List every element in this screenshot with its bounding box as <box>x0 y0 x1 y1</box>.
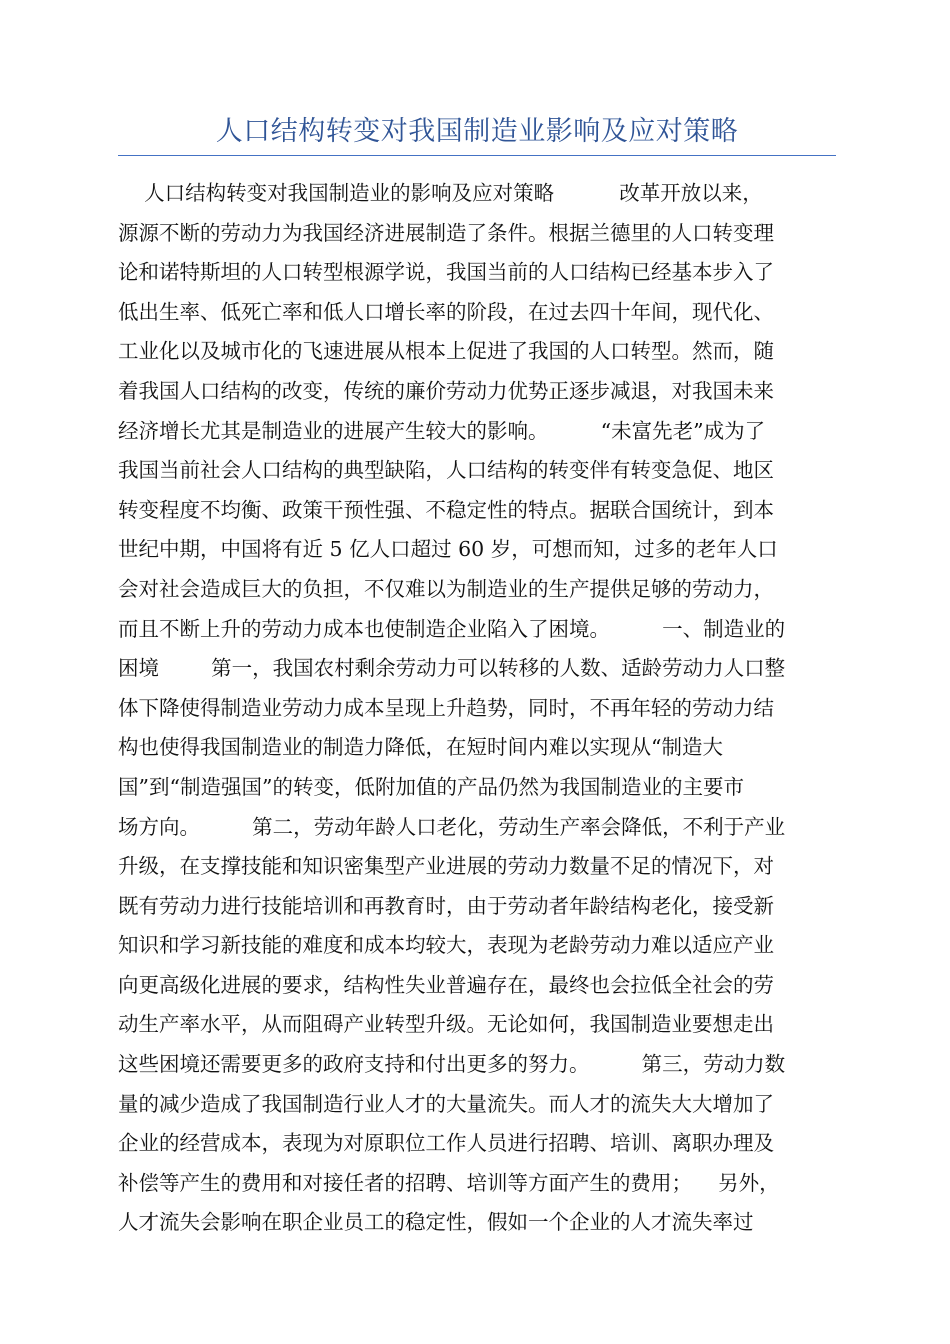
body-line: 低出生率、低死亡率和低人口增长率的阶段，在过去四十年间，现代化、 <box>118 299 774 324</box>
body-line: 量的减少造成了我国制造行业人才的大量流失。而人才的流失大大增加了 <box>118 1091 774 1116</box>
body-line: 升级，在支撑技能和知识密集型产业进展的劳动力数量不足的情况下，对 <box>118 854 774 879</box>
body-line: 着我国人口结构的改变，传统的廉价劳动力优势正逐步减退，对我国未来 <box>118 378 774 403</box>
body-line: 知识和学习新技能的难度和成本均较大，表现为老龄劳动力难以适应产业 <box>118 933 774 958</box>
body-line: 体下降使得制造业劳动力成本呈现上升趋势，同时，不再年轻的劳动力结 <box>118 695 774 720</box>
body-line: 这些困境还需要更多的政府支持和付出更多的努力。 第三，劳动力数 <box>118 1052 786 1077</box>
body-line: 既有劳动力进行技能培训和再教育时，由于劳动者年龄结构老化，接受新 <box>118 893 774 918</box>
document-title: 人口结构转变对我国制造业影响及应对策略 <box>215 116 739 147</box>
body-line: 而且不断上升的劳动力成本也使制造企业陷入了困境。 一、制造业的 <box>118 616 786 641</box>
title-underline <box>118 155 836 156</box>
body-line: 企业的经营成本，表现为对原职位工作人员进行招聘、培训、离职办理及 <box>118 1131 774 1156</box>
body-line: 场方向。 第二，劳动年龄人口老化，劳动生产率会降低，不利于产业 <box>118 814 786 839</box>
body-line: 工业化以及城市化的飞速进展从根本上促进了我国的人口转型。然而，随 <box>118 339 774 364</box>
body-line: 论和诺特斯坦的人口转型根源学说，我国当前的人口结构已经基本步入了 <box>118 260 774 285</box>
body-line: 国”到“制造强国”的转变，低附加值的产品仍然为我国制造业的主要市 <box>118 774 744 799</box>
body-line: 我国当前社会人口结构的典型缺陷，人口结构的转变伴有转变急促、地区 <box>118 458 774 483</box>
body-line: 经济增长尤其是制造业的进展产生较大的影响。 “未富先老”成为了 <box>118 418 766 443</box>
body-line: 源源不断的劳动力为我国经济进展制造了条件。根据兰德里的人口转变理 <box>118 220 774 245</box>
body-line: 构也使得我国制造业的制造力降低，在短时间内难以实现从“制造大 <box>118 735 723 760</box>
body-line: 补偿等产生的费用和对接任者的招聘、培训等方面产生的费用； 另外， <box>118 1170 780 1195</box>
body-line: 人口结构转变对我国制造业的影响及应对策略 改革开放以来， <box>118 181 763 205</box>
body-line: 向更高级化进展的要求，结构性失业普遍存在，最终也会拉低全社会的劳 <box>118 972 774 997</box>
body-line: 动生产率水平，从而阻碍产业转型升级。无论如何，我国制造业要想走出 <box>118 1012 774 1037</box>
body-line: 世纪中期，中国将有近 5 亿人口超过 60 岁，可想而知，过多的老年人口 <box>118 537 778 562</box>
body-line: 转变程度不均衡、政策干预性强、不稳定性的特点。据联合国统计，到本 <box>118 497 774 522</box>
body-line: 人才流失会影响在职企业员工的稳定性，假如一个企业的人才流失率过 <box>118 1210 754 1235</box>
body-line: 会对社会造成巨大的负担，不仅难以为制造业的生产提供足够的劳动力， <box>118 576 774 601</box>
body-line: 困境 第一，我国农村剩余劳动力可以转移的人数、适龄劳动力人口整 <box>118 656 786 681</box>
document-body <box>118 174 836 1243</box>
